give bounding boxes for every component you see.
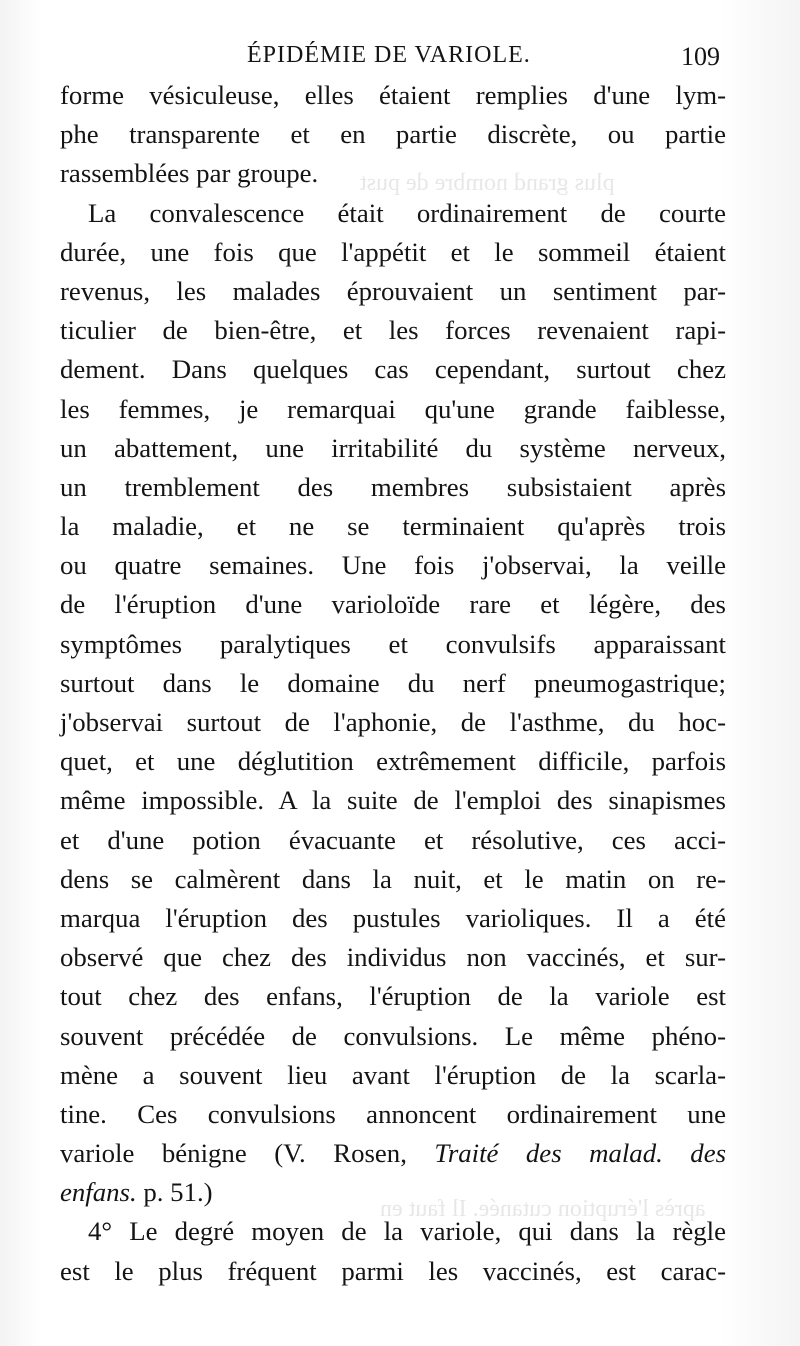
text-line: la maladie, et ne se terminaient qu'après trois — [60, 511, 726, 542]
running-header — [60, 34, 720, 74]
text-line: phe transparente et en partie discrète, ou partie — [60, 119, 726, 150]
bleed-through-text: plus grand nombre de pust — [360, 170, 615, 196]
text-line: dens se calmèrent dans la nuit, et le matin on re- — [60, 863, 726, 894]
text-line: forme vésiculeuse, elles étaient remplies d'une lym- — [60, 80, 726, 110]
text-line: est le plus fréquent parmi les vaccinés, est carac- — [60, 1255, 726, 1286]
text-line: rassemblées par groupe. — [60, 158, 319, 189]
citation-title-end: enfans. — [60, 1177, 137, 1208]
text-line: revenus, les malades éprouvaient un sentiment par- — [60, 275, 726, 306]
text-line: La convalescence était ordinairement de courte — [88, 197, 726, 228]
text-line: surtout dans le domaine du nerf pneumogastrique; — [60, 667, 726, 698]
text-line: j'observai surtout de l'aphonie, de l'asthme, du hoc- — [60, 707, 726, 737]
text-line: même impossible. A la suite de l'emploi des sinapismes — [60, 785, 726, 816]
text-line: durée, une fois que l'appétit et le sommeil étaient — [60, 236, 726, 267]
text-line: marqua l'éruption des pustules varioliques. Il a été — [60, 902, 726, 933]
text-line: dement. Dans quelques cas cependant, surtout chez — [60, 354, 726, 385]
text-line: un abattement, une irritabilité du système nerveux, — [60, 432, 726, 463]
text-line: et d'une potion évacuante et résolutive, ces acci- — [60, 824, 726, 855]
text-line-citation — [60, 1134, 726, 1173]
citation-prefix: variole bénigne (V. Rosen, — [60, 1138, 435, 1169]
page-number: 109 — [681, 42, 720, 71]
text-line: quet, et une déglutition extrêmement difficile, parfois — [60, 746, 726, 777]
text-line: tout chez des enfans, l'éruption de la variole est — [60, 981, 726, 1012]
text-line: observé que chez des individus non vaccinés, et sur- — [60, 942, 726, 973]
text-line-citation-end — [60, 1173, 726, 1212]
text-line: un tremblement des membres subsistaient après — [60, 471, 726, 502]
running-title: ÉPIDÉMIE DE VARIOLE. — [247, 42, 531, 68]
text-line: mène a souvent lieu avant l'éruption de la scarla- — [60, 1059, 726, 1090]
body-text — [60, 76, 726, 1291]
text-line: symptômes paralytiques et convulsifs apparaissant — [60, 628, 726, 659]
text-line: 4° Le degré moyen de la variole, qui dans la règle — [88, 1216, 726, 1247]
citation-title: Traité des malad. des — [434, 1138, 727, 1169]
bleed-through-text: après l'éruption cutanée. Il faut en — [380, 1196, 706, 1222]
text-line: ticulier de bien-être, et les forces revenaient rapi- — [60, 315, 726, 346]
text-line: les femmes, je remarquai qu'une grande faiblesse, — [60, 393, 726, 424]
text-line: ou quatre semaines. Une fois j'observai, la veille — [60, 550, 726, 581]
text-line: souvent précédée de convulsions. Le même phéno- — [60, 1020, 726, 1051]
citation-page: p. 51.) — [136, 1177, 213, 1208]
text-line: tine. Ces convulsions annoncent ordinairement une — [60, 1098, 726, 1129]
text-line: de l'éruption d'une varioloïde rare et légère, des — [60, 589, 726, 620]
